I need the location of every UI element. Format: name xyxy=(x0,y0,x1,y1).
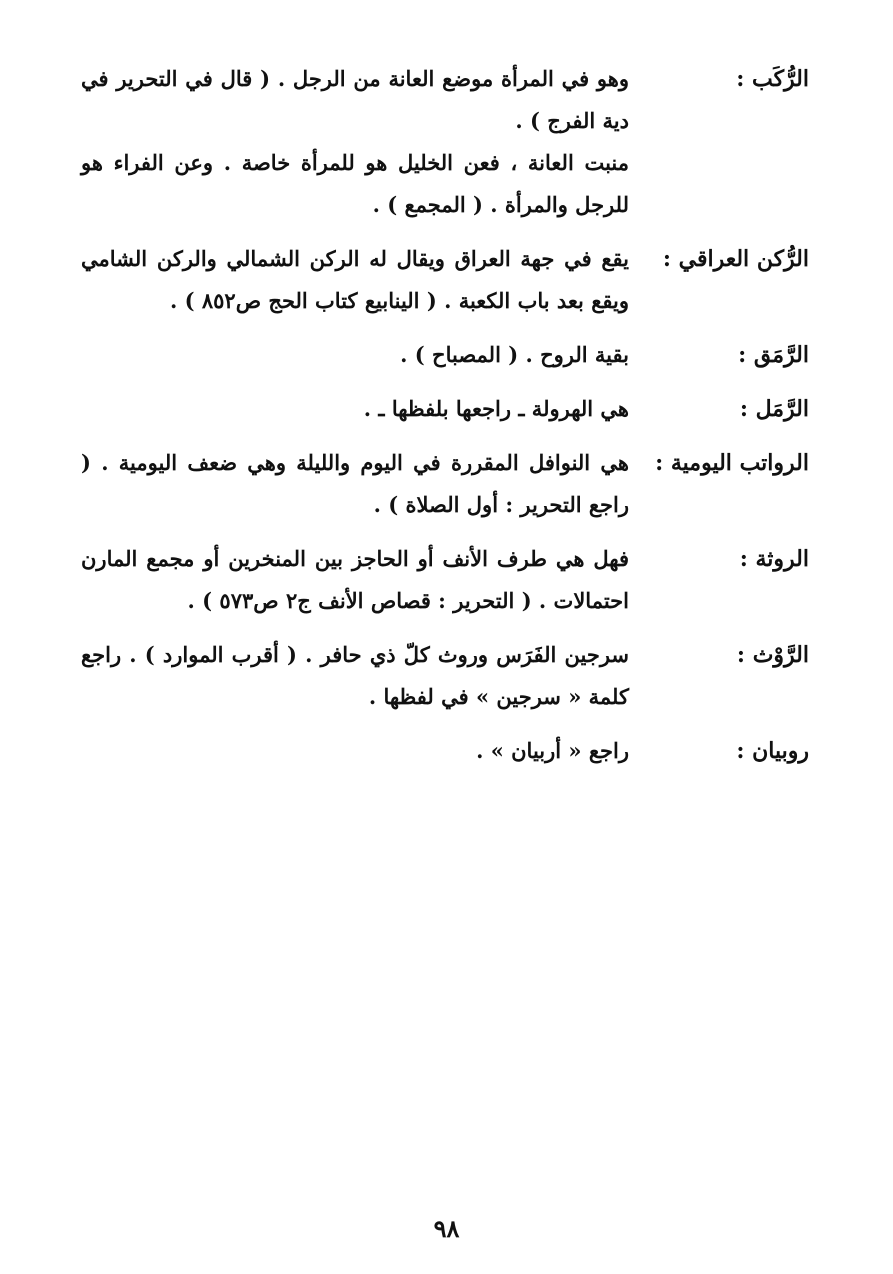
definition-paragraph: هي النوافل المقررة في اليوم والليلة وهي ضعف اليومية . ( راجع التحرير : أول الصلاة ) . xyxy=(81,450,629,517)
entry-term: الرواتب اليومية : xyxy=(655,450,809,476)
glossary-entries xyxy=(81,58,809,784)
glossary-entry xyxy=(81,730,809,772)
entry-term: الرَّوْث : xyxy=(736,642,809,668)
entry-definition xyxy=(81,388,629,430)
entry-term: الرُّكن العراقي : xyxy=(662,246,809,272)
entry-definition xyxy=(81,334,629,376)
entry-definition xyxy=(81,634,629,718)
entry-definition xyxy=(81,58,629,226)
glossary-entry xyxy=(81,238,809,322)
entry-definition xyxy=(81,538,629,622)
entry-definition xyxy=(81,238,629,322)
entry-term: الرَّمَل : xyxy=(739,396,809,422)
definition-paragraph: بقية الروح . ( المصباح ) . xyxy=(400,342,629,367)
glossary-entry xyxy=(81,334,809,376)
glossary-entry xyxy=(81,388,809,430)
entry-term: روبيان : xyxy=(736,738,809,764)
entry-definition xyxy=(81,730,629,772)
glossary-entry xyxy=(81,442,809,526)
definition-paragraph: وهو في المرأة موضع العانة من الرجل . ( قال في التحرير في دية الفرج ) . xyxy=(81,66,629,133)
entry-term: الروثة : xyxy=(739,546,809,572)
page-number: ٩٨ xyxy=(433,1214,460,1243)
entry-definition xyxy=(81,442,629,526)
entry-term: الرُّكَب : xyxy=(736,66,809,92)
definition-paragraph: يقع في جهة العراق ويقال له الركن الشمالي والركن الشامي ويقع بعد باب الكعبة . ( الينابيع كتاب الحج ص٨٥٢ ) . xyxy=(81,246,629,313)
entry-term: الرَّمَق : xyxy=(738,342,809,368)
definition-paragraph: راجع « أربيان » . xyxy=(476,738,629,763)
glossary-entry xyxy=(81,58,809,226)
glossary-entry xyxy=(81,634,809,718)
definition-paragraph: هي الهرولة ـ راجعها بلفظها ـ . xyxy=(363,396,629,421)
glossary-entry xyxy=(81,538,809,622)
definition-paragraph: سرجين الفَرَس وروث كلّ ذي حافر . ( أقرب الموارد ) . راجع كلمة « سرجين » في لفظها . xyxy=(81,642,629,709)
definition-paragraph: منبت العانة ، فعن الخليل هو للمرأة خاصة . وعن الفراء هو للرجل والمرأة . ( المجمع ) . xyxy=(81,150,629,217)
definition-paragraph: فهل هي طرف الأنف أو الحاجز بين المنخرين أو مجمع المارن احتمالات . ( التحرير : قصاص الأنف ج٢ ص٥٧٣ ) . xyxy=(81,546,629,613)
